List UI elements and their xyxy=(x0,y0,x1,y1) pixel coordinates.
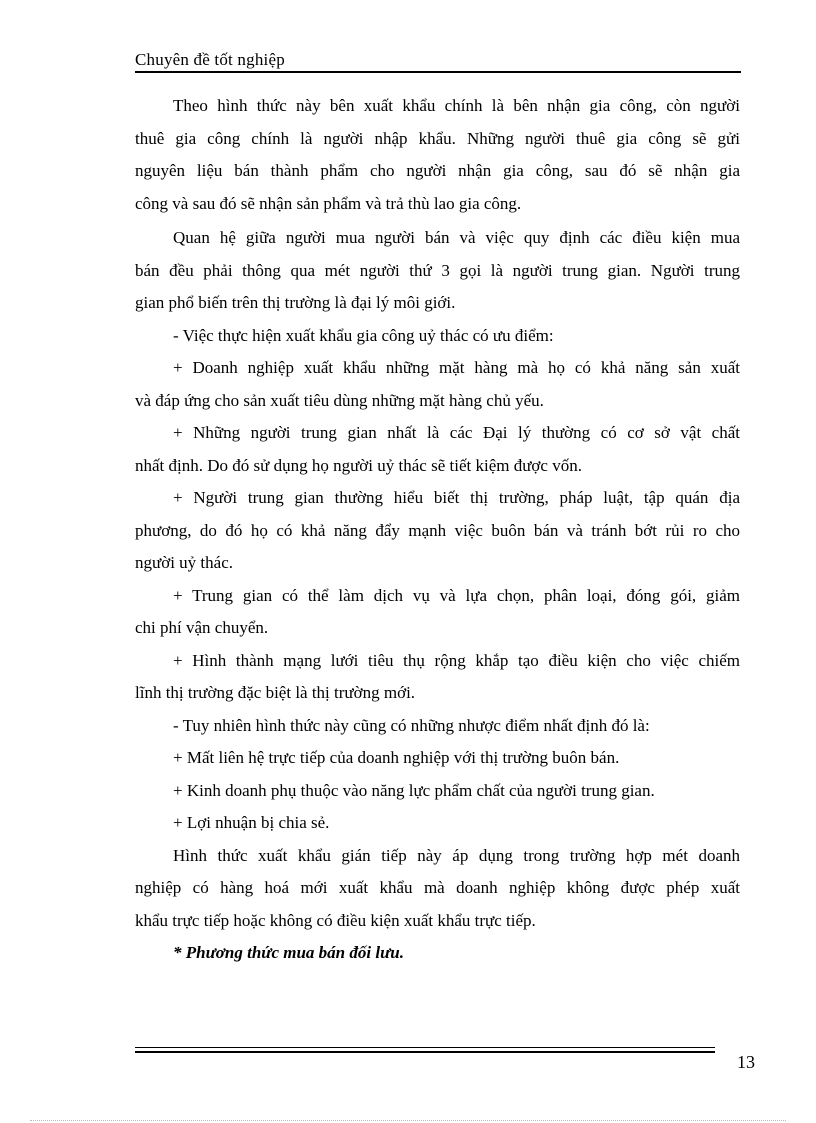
disadvantage-item-3: + Lợi nhuận bị chia sẻ. xyxy=(173,813,330,832)
disadvantages-intro: - Tuy nhiên hình thức này cũng có những nhược điểm nhất định đó là: xyxy=(173,715,650,735)
text-line: thuê gia công chính là người nhập khẩu. Những người thuê gia công sẽ gửi xyxy=(135,128,740,148)
footer-rule xyxy=(135,1051,715,1053)
text-line: gian phổ biến trên thị trường là đại lý môi giới. xyxy=(135,293,456,312)
paragraph-intermediary xyxy=(135,224,740,322)
text-line: công và sau đó sẽ nhận sản phẩm và trả thù lao gia công. xyxy=(135,193,522,213)
disadvantage-item-1: + Mất liên hệ trực tiếp của doanh nghiệp với thị trường buôn bán. xyxy=(173,748,620,767)
text-line: lĩnh thị trường đặc biệt là thị trường mới. xyxy=(135,683,416,702)
text-line: Quan hệ giữa người mua người bán và việc quy định các điều kiện mua xyxy=(173,228,740,247)
advantage-item-3 xyxy=(135,484,740,582)
text-line: nhất định. Do đó sử dụng họ người uỷ thác sẽ tiết kiệm được vốn. xyxy=(135,455,582,475)
text-line: + Người trung gian thường hiểu biết thị trường, pháp luật, tập quán địa xyxy=(173,488,740,507)
text-line: + Những người trung gian nhất là các Đại lý thường có cơ sở vật chất xyxy=(173,423,740,442)
text-line: chi phí vận chuyển. xyxy=(135,618,269,637)
paragraph-processing-export xyxy=(135,92,740,222)
advantages-intro: - Việc thực hiện xuất khẩu gia công uỷ thác có ưu điểm: xyxy=(173,325,554,345)
text-line: phương, do đó họ có khả năng đẩy mạnh việc buôn bán và tránh bớt rủi ro cho xyxy=(135,520,740,540)
text-line: Theo hình thức này bên xuất khẩu chính là bên nhận gia công, còn người xyxy=(173,96,740,115)
document-body xyxy=(135,92,740,972)
text-line: Hình thức xuất khẩu gián tiếp này áp dụng trong trường hợp mét doanh xyxy=(173,845,740,865)
text-line: người uỷ thác. xyxy=(135,553,233,572)
text-line: nghiệp có hàng hoá mới xuất khẩu mà doanh nghiệp không được phép xuất xyxy=(135,878,740,897)
paragraph-indirect-export xyxy=(135,842,740,940)
text-line: + Trung gian có thể làm dịch vụ và lựa chọn, phân loại, đóng gói, giảm xyxy=(173,585,740,605)
text-line: và đáp ứng cho sản xuất tiêu dùng những mặt hàng chủ yếu. xyxy=(135,390,544,410)
text-line: nguyên liệu bán thành phẩm cho người nhận gia công, sau đó sẽ nhận gia xyxy=(135,161,740,180)
text-line: bán đều phải thông qua mét người thứ 3 gọi là người trung gian. Người trung xyxy=(135,260,740,280)
text-line: + Doanh nghiệp xuất khẩu những mặt hàng mà họ có khả năng sản xuất xyxy=(173,358,740,377)
text-line: + Hình thành mạng lưới tiêu thụ rộng khắp tạo điều kiện cho việc chiếm xyxy=(173,650,740,670)
page-bottom-edge xyxy=(30,1120,786,1121)
advantage-item-2 xyxy=(135,419,740,484)
page-header-title: Chuyên đề tốt nghiệp xyxy=(135,50,285,69)
advantage-item-1 xyxy=(135,354,740,419)
page-number: 13 xyxy=(737,1052,755,1072)
advantage-item-4 xyxy=(135,582,740,647)
advantage-item-5 xyxy=(135,647,740,712)
disadvantage-item-2: + Kinh doanh phụ thuộc vào năng lực phẩm chất của người trung gian. xyxy=(173,780,655,800)
header-rule xyxy=(135,71,741,73)
text-line: khẩu trực tiếp hoặc không có điều kiện xuất khẩu trực tiếp. xyxy=(135,910,536,930)
footer-rule xyxy=(135,1047,715,1048)
section-heading: * Phương thức mua bán đối lưu. xyxy=(173,943,404,962)
